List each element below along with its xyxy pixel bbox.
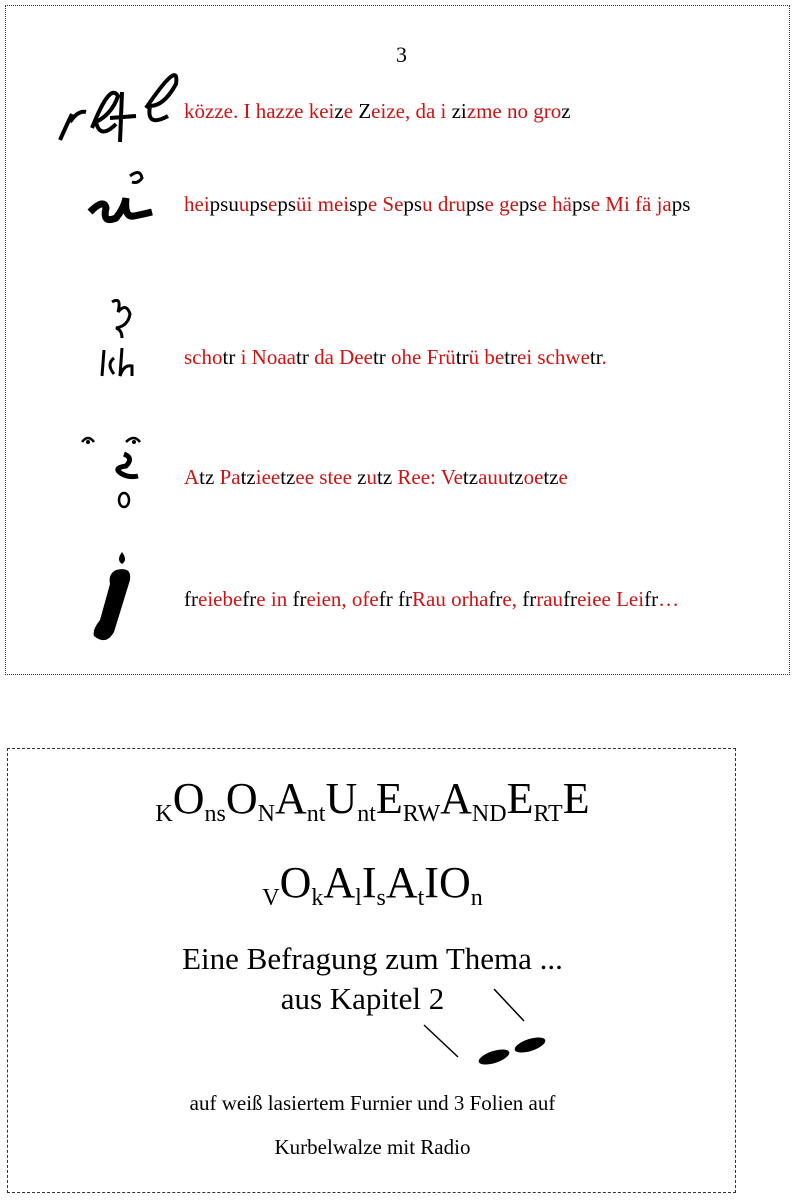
- red-text-segment: Pa: [214, 465, 241, 489]
- black-text-segment: tz: [240, 465, 256, 489]
- verse-line-4: [184, 464, 754, 491]
- black-text-segment: Z: [358, 99, 372, 123]
- title-large-letters: O: [172, 774, 205, 823]
- face-glyph: [78, 432, 158, 512]
- ich-script-glyph: [92, 292, 152, 382]
- title-large-letters: A: [440, 774, 472, 823]
- red-text-segment: u dru: [422, 192, 466, 216]
- black-text-segment: tr: [222, 345, 236, 369]
- title-large-letters: O: [279, 858, 312, 907]
- red-text-segment: e in: [256, 587, 293, 611]
- black-text-segment: ps: [249, 192, 269, 216]
- title-line-1: [8, 773, 737, 827]
- red-text-segment: ee stee: [295, 465, 358, 489]
- u-accent-glyph: [82, 168, 162, 238]
- red-text-segment: oe: [523, 465, 544, 489]
- black-text-segment: ps: [277, 192, 297, 216]
- red-text-segment: e hä: [537, 192, 573, 216]
- red-text-segment: iee: [255, 465, 281, 489]
- red-text-segment: auu: [478, 465, 509, 489]
- title-small-letters: ns: [204, 801, 226, 827]
- black-text-segment: fr: [242, 587, 257, 611]
- red-text-segment: e: [343, 99, 359, 123]
- black-text-segment: sp: [349, 192, 368, 216]
- red-text-segment: ohe Frü: [385, 345, 456, 369]
- title-large-letters: A: [385, 858, 418, 907]
- black-text-segment: tz: [543, 465, 559, 489]
- black-text-segment: zi: [451, 99, 467, 123]
- red-text-segment: i Noaa: [235, 345, 296, 369]
- red-text-segment: ü be: [468, 345, 505, 369]
- red-text-segment: A: [184, 465, 200, 489]
- black-text-segment: fr: [378, 587, 393, 611]
- title-small-letters: nt: [357, 801, 376, 827]
- verse-line-5: [184, 586, 754, 613]
- title-small-letters: V: [262, 885, 280, 911]
- title-card-frame: [7, 748, 736, 1193]
- caption-line-2: Kurbelwalze mit Radio: [274, 1135, 471, 1159]
- red-text-segment: hei: [184, 192, 210, 216]
- verse-line-3: [184, 344, 754, 371]
- black-text-segment: fr: [292, 587, 307, 611]
- title-large-letters: E: [506, 774, 534, 823]
- title-small-letters: ND: [471, 801, 507, 827]
- red-text-segment: rau: [536, 587, 564, 611]
- title-large-letters: O: [225, 774, 258, 823]
- black-text-segment: tr: [455, 345, 469, 369]
- caption-line-1: auf weiß lasiertem Furnier und 3 Folien auf: [189, 1091, 556, 1115]
- title-large-letters: E: [375, 774, 403, 823]
- red-text-segment: üi mei: [296, 192, 350, 216]
- red-text-segment: eiebe: [198, 587, 243, 611]
- red-text-segment: u: [238, 192, 250, 216]
- rete-script-glyph: [50, 62, 185, 152]
- black-text-segment: ps: [403, 192, 423, 216]
- verse-line-2: [184, 191, 754, 218]
- black-text-segment: tr: [295, 345, 309, 369]
- red-text-segment: …: [658, 587, 680, 611]
- red-text-segment: e Se: [367, 192, 404, 216]
- i-ink-glyph: [86, 550, 146, 645]
- title-small-letters: s: [376, 885, 386, 911]
- red-text-segment: da Dee: [308, 345, 373, 369]
- black-text-segment: tz: [199, 465, 215, 489]
- title-large-letters: A: [323, 858, 356, 907]
- title-small-letters: n: [470, 885, 483, 911]
- subtitle-line-2: aus Kapitel 2: [280, 981, 445, 1016]
- black-text-segment: fr: [563, 587, 578, 611]
- red-text-segment: e ge: [484, 192, 519, 216]
- red-text-segment: eiee Lei: [577, 587, 645, 611]
- black-text-segment: tr: [372, 345, 386, 369]
- title-small-letters: N: [257, 801, 275, 827]
- black-text-segment: fr: [644, 587, 659, 611]
- red-text-segment: e: [558, 465, 568, 489]
- black-text-segment: fr: [488, 587, 503, 611]
- title-large-letters: IO: [424, 858, 471, 907]
- red-text-segment: eien, ofe: [306, 587, 379, 611]
- black-text-segment: tr: [504, 345, 518, 369]
- title-large-letters: E: [562, 774, 590, 823]
- subtitle-line-1: Eine Befragung zum Thema ...: [182, 941, 563, 976]
- title-small-letters: t: [417, 885, 425, 911]
- red-text-segment: eize, da i: [371, 99, 452, 123]
- red-text-segment: e Mi fä ja: [590, 192, 672, 216]
- black-text-segment: tz: [280, 465, 296, 489]
- black-text-segment: fr: [398, 587, 412, 611]
- black-text-segment: z: [561, 99, 571, 123]
- red-text-segment: közze. I hazze kei: [184, 99, 335, 123]
- title-small-letters: RW: [402, 801, 441, 827]
- title-small-letters: nt: [306, 801, 326, 827]
- black-text-segment: ps: [465, 192, 485, 216]
- black-text-segment: z: [334, 99, 344, 123]
- black-text-segment: ps: [671, 192, 691, 216]
- black-text-segment: tr: [589, 345, 602, 369]
- black-text-segment: ps: [572, 192, 591, 216]
- black-text-segment: tz: [462, 465, 479, 489]
- black-text-segment: tz: [508, 465, 524, 489]
- notes-sketch: [408, 985, 558, 1075]
- black-text-segment: fr: [522, 587, 537, 611]
- red-text-segment: .: [601, 345, 607, 369]
- red-text-segment: scho: [184, 345, 223, 369]
- verse-line-1: [184, 98, 754, 125]
- title-small-letters: RT: [533, 801, 563, 827]
- red-text-segment: Ree: Ve: [392, 465, 463, 489]
- title-small-letters: l: [355, 885, 362, 911]
- title-large-letters: A: [274, 774, 307, 823]
- title-large-letters: U: [325, 774, 358, 823]
- title-line-2: [8, 857, 737, 911]
- black-text-segment: ps: [518, 192, 538, 216]
- black-text-segment: z: [357, 465, 367, 489]
- red-text-segment: u: [366, 465, 377, 489]
- red-text-segment: Rau orha: [412, 587, 489, 611]
- red-text-segment: e: [268, 192, 278, 216]
- page-number: 3: [396, 42, 407, 67]
- title-small-letters: K: [155, 801, 173, 827]
- black-text-segment: psu: [209, 192, 239, 216]
- page-three-frame: [5, 5, 790, 675]
- title-small-letters: k: [311, 885, 324, 911]
- red-text-segment: e,: [502, 587, 523, 611]
- black-text-segment: tz: [377, 465, 393, 489]
- title-large-letters: I: [361, 858, 377, 907]
- red-text-segment: zme no gro: [466, 99, 562, 123]
- red-text-segment: ei schwe: [517, 345, 590, 369]
- black-text-segment: fr: [184, 587, 198, 611]
